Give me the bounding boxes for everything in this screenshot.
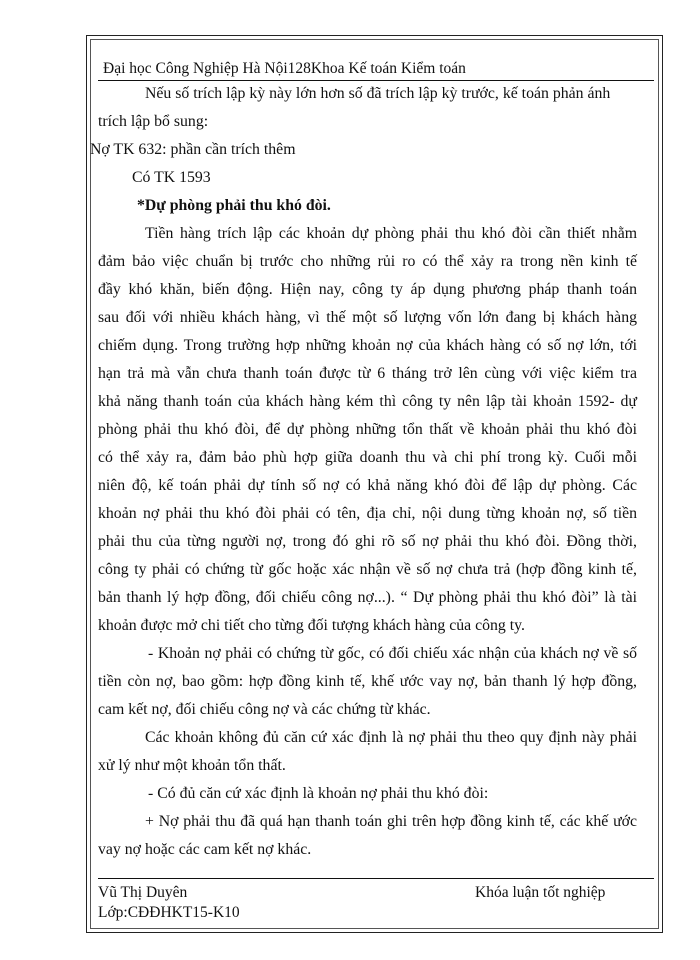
body-line: Có TK 1593 [132,169,211,186]
body-line: + Nợ phải thu đã quá hạn thanh toán ghi trên hợp đồng kinh tế, các khế ước [145,813,637,830]
footer-author: Vũ Thị Duyên [98,884,188,901]
footer-rule [98,878,654,879]
body-line: Tiền hàng trích lập các khoản dự phòng phải thu khó đòi cần thiết nhằm [145,225,637,242]
body-line: Các khoản không đủ căn cứ xác định là nợ phải thu theo quy định này phải [145,729,637,746]
body-line: cam kết nợ, đối chiếu công nợ và các chứng từ khác. [98,701,431,718]
body-line: vay nợ hoặc các cam kết nợ khác. [98,841,312,858]
body-line: niên độ, kế toán phải dự tính số nợ có khả năng khó đòi để lập dự phòng. Các [98,477,637,494]
section-heading: *Dự phòng phải thu khó đòi. [137,197,331,214]
page-header: Đại học Công Nghiệp Hà Nội128Khoa Kế toán Kiểm toán [103,60,466,77]
footer-doc-type: Khóa luận tốt nghiệp [475,884,606,901]
body-line: bản thanh lý hợp đồng, đối chiếu công nợ...). “ Dự phòng phải thu khó đòi” là tài [98,589,637,606]
body-line: Nợ TK 632: phần cần trích thêm [90,141,296,158]
body-line: trích lập bổ sung: [98,113,209,130]
body-line: công ty phải có chứng từ gốc hoặc xác nhận về số nợ chưa trả (hợp đồng kinh tế, [98,561,637,578]
body-line: khoản nợ phải thu khó đòi phải có tên, địa chỉ, nội dung từng khoản nợ, số tiền [98,505,637,522]
body-line: có thể xảy ra, đảm bảo phù hợp giữa doanh thu và chi phí trong kỳ. Cuối mỗi [98,449,637,466]
body-line: phải thu của từng người nợ, trong đó ghi rõ số nợ phải thu khó đòi. Đồng thời, [98,533,637,550]
body-line: hạn trả mà vẫn chưa thanh toán được từ 6 tháng trở lên cùng với việc kiểm tra [98,365,637,382]
body-line: tiền còn nợ, bao gồm: hợp đồng kinh tế, khế ước vay nợ, bản thanh lý hợp đồng, [98,673,637,690]
body-line: xử lý như một khoản tổn thất. [98,757,286,774]
body-line: đầy khó khăn, biến động. Hiện nay, công ty áp dụng phương pháp thanh toán [98,281,637,298]
body-line: - Khoản nợ phải có chứng từ gốc, có đối chiếu xác nhận của khách nợ về số [148,645,637,662]
body-line: khả năng thanh toán của khách hàng kém thì công ty nên lập tài khoản 1592- dự [98,393,637,410]
body-line: khoản được mở chi tiết cho từng đối tượng khách hàng của công ty. [98,617,525,634]
footer-class: Lớp:CĐĐHKT15-K10 [98,904,240,921]
body-line: - Có đủ căn cứ xác định là khoản nợ phải thu khó đòi: [148,785,489,802]
body-line: Nếu số trích lập kỳ này lớn hơn số đã trích lập kỳ trước, kế toán phản ánh [145,85,611,102]
header-rule [98,80,654,81]
body-line: phòng phải thu khó đòi, để dự phòng những tổn thất về khoản phải thu khó đòi [98,421,637,438]
body-line: đảm bảo việc chuẩn bị trước cho những rủi ro có thể xảy ra trong nền kinh tế [98,253,637,270]
body-line: sau đối với nhiều khách hàng, vì thế một số lượng vốn lớn đang bị khách hàng [98,309,637,326]
body-line: chiếm dụng. Trong trường hợp những khoản nợ của khách hàng có số nợ lớn, tới [98,337,637,354]
